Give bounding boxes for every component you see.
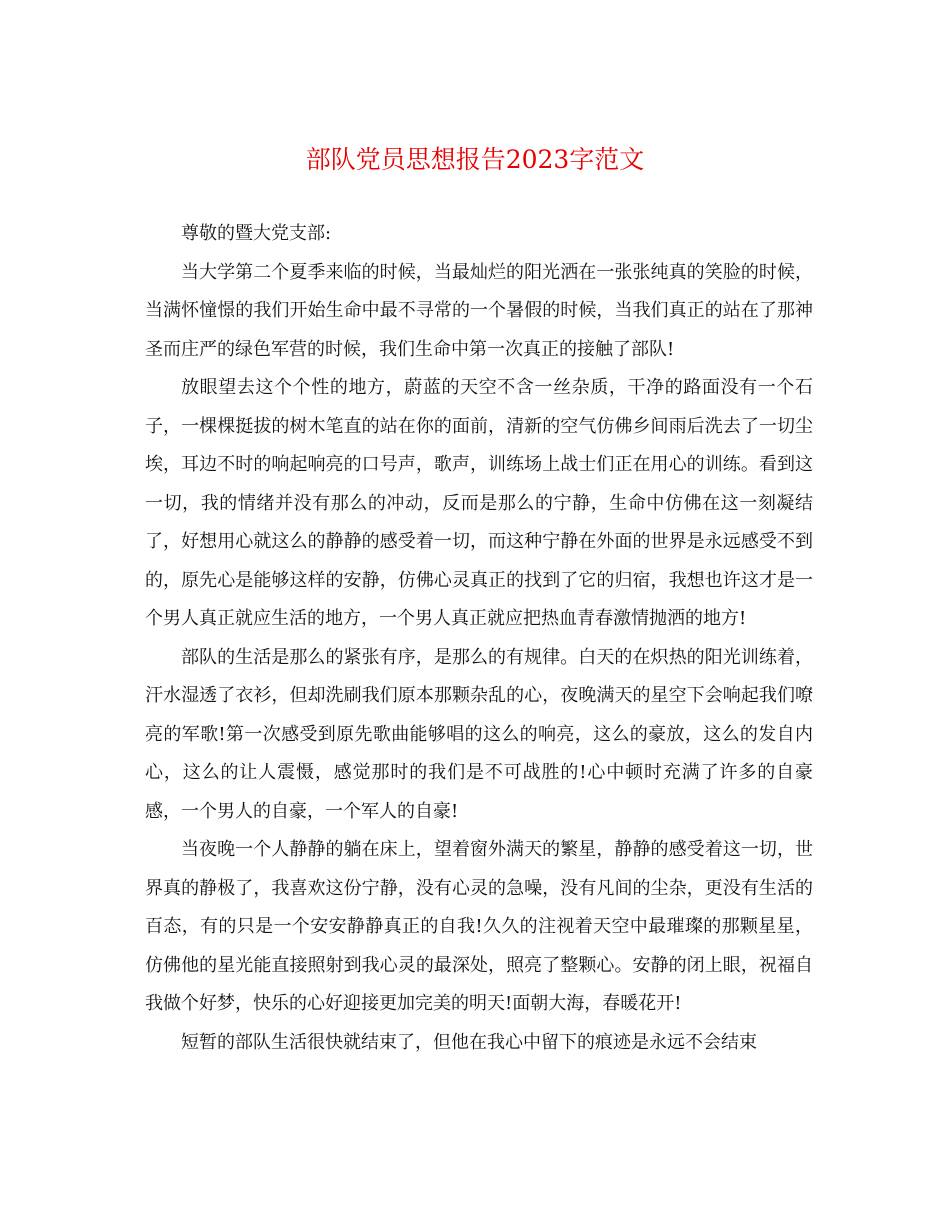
body-paragraph-3: 部队的生活是那么的紧张有序，是那么的有规律。白天的在炽热的阳光训练着，汗水湿透了衣衫，但却洗刷我们原本那颗杂乱的心，夜晚满天的星空下会响起我们嘹亮的军歌!第一次感受到原先歌曲能够唱的这么的响亮，这么的豪放，这么的发自内心，这么的让人震慑，感觉那时的我们是不可战胜的!心中顿时充满了许多的自豪感，一个男人的自豪，一个军人的自豪! [145, 646, 813, 822]
body-paragraph-1: 当大学第二个夏季来临的时候，当最灿烂的阳光洒在一张张纯真的笑脸的时候，当满怀憧憬的我们开始生命中最不寻常的一个暑假的时候，当我们真正的站在了那神圣而庄严的绿色军营的时候，我们生命中第一次真正的接触了部队! [145, 261, 813, 360]
body-paragraph-4: 当夜晚一个人静静的躺在床上，望着窗外满天的繁星，静静的感受着这一切，世界真的静极了，我喜欢这份宁静，没有心灵的急噪，没有凡间的尘杂，更没有生活的百态，有的只是一个安安静静真正的自我!久久的注视着天空中最璀璨的那颗星星，仿佛他的星光能直接照射到我心灵的最深处，照亮了整颗心。安静的闭上眼，祝福自我做个好梦，快乐的心好迎接更加完美的明天!面朝大海，春暖花开! [145, 839, 813, 1014]
body-paragraph-5: 短暂的部队生活很快就结束了，但他在我心中留下的痕迹是永远不会结束 [181, 1031, 757, 1053]
salutation-paragraph: 尊敬的暨大党支部: [181, 223, 332, 244]
document-title: 部队党员思想报告2023字范文 [305, 145, 645, 174]
body-paragraph-2: 放眼望去这个个性的地方，蔚蓝的天空不含一丝杂质，干净的路面没有一个石子，一棵棵挺拔的树木笔直的站在你的面前，清新的空气仿佛乡间雨后洗去了一切尘埃，耳边不时的响起响亮的口号声，歌声，训练场上战士们正在用心的训练。看到这一切，我的情绪并没有那么的冲动，反而是那么的宁静，生命中仿佛在这一刻凝结了，好想用心就这么的静静的感受着一切，而这种宁静在外面的世界是永远感受不到的，原先心是能够这样的安静，仿佛心灵真正的找到了它的归宿，我想也许这才是一个男人真正就应生活的地方，一个男人真正就应把热血青春激情抛洒的地方! [145, 377, 813, 629]
document-body [145, 215, 813, 1062]
